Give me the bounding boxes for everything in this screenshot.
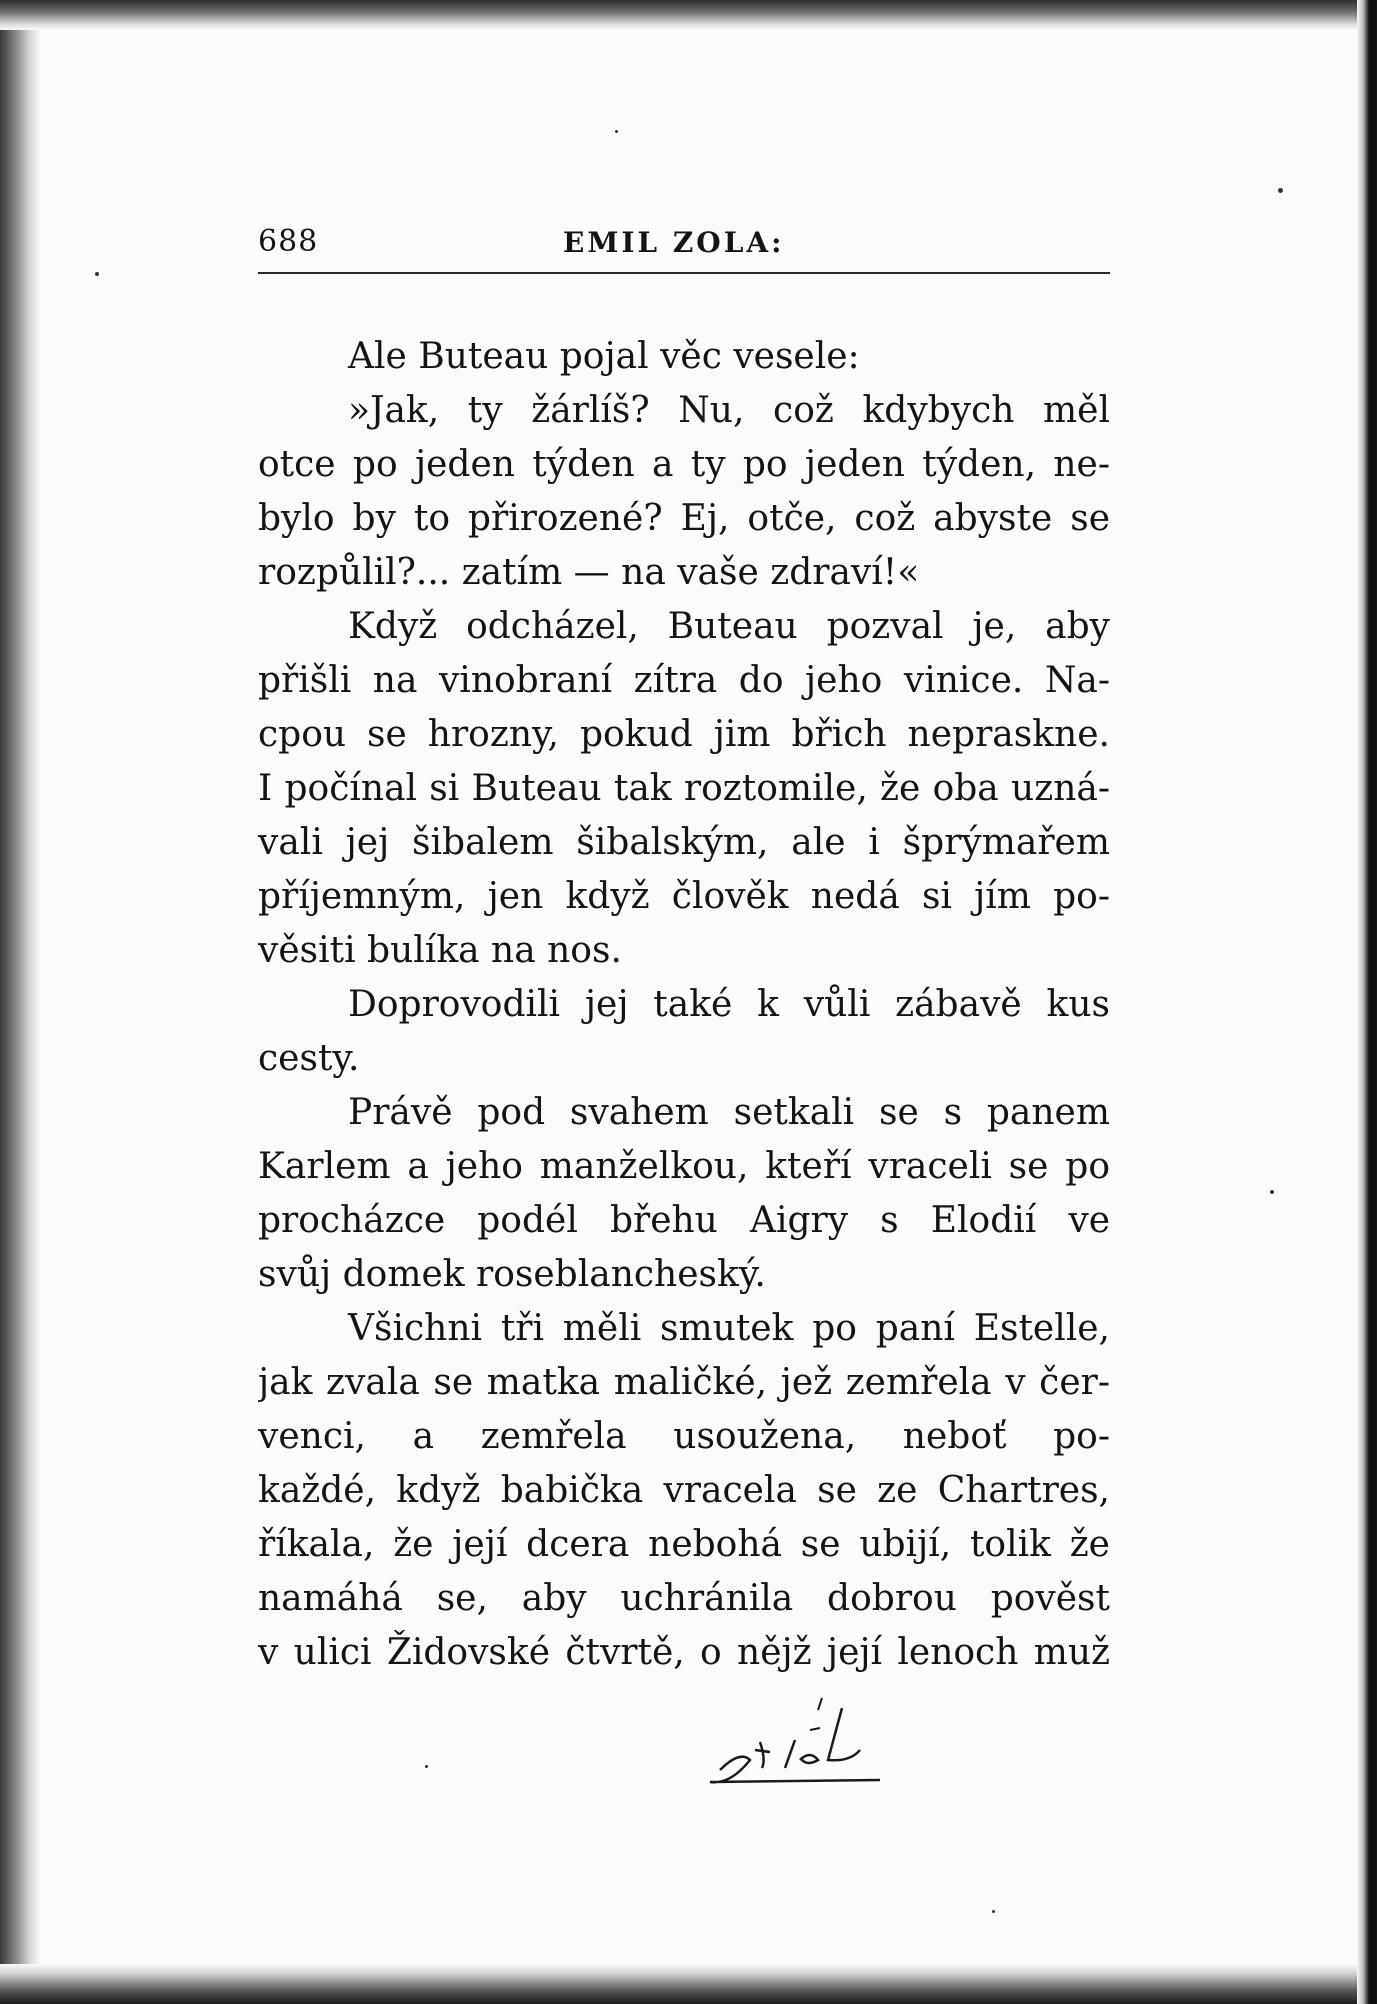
paragraph [258, 1302, 1110, 1680]
text-line: Všichni tři měli smutek po paní Estelle, [348, 1308, 1110, 1349]
header-rule [258, 272, 1110, 274]
scan-speck [992, 1910, 995, 1913]
paragraph [258, 600, 1110, 978]
text-line: Ale Buteau pojal věc vesele: [348, 336, 860, 377]
scan-border-left [0, 0, 40, 2004]
text-line: bylo by to přirozené? Ej, otče, což abyste se [258, 498, 1110, 539]
text-line: vali jej šibalem šibalským, ale i šprýmařem [258, 822, 1110, 863]
paragraph [258, 978, 1110, 1086]
scan-border-bottom [0, 1964, 1377, 2004]
body-text [258, 330, 1110, 1680]
text-line: otce po jeden týden a ty po jeden týden, ne- [258, 444, 1110, 485]
handwritten-catchword [700, 1690, 950, 1800]
running-head-title: EMIL ZOLA: [563, 226, 785, 259]
text-line: svůj domek roseblancheský. [258, 1254, 766, 1295]
text-line: věsiti bulíka na nos. [258, 930, 622, 971]
text-line: I počínal si Buteau tak roztomile, že oba uzná- [258, 768, 1110, 809]
text-line: jak zvala se matka maličké, jež zemřela v čer- [258, 1362, 1110, 1403]
scan-border-right [1357, 0, 1377, 2004]
text-line: říkala, že její dcera nebohá se ubijí, tolik že [258, 1524, 1110, 1565]
text-line: Právě pod svahem setkali se s panem [348, 1092, 1110, 1133]
text-line: přišli na vinobraní zítra do jeho vinice. Na- [258, 660, 1110, 701]
text-line: rozpůlil?... zatím — na vaše zdraví!« [258, 552, 920, 593]
page-number: 688 [258, 224, 319, 259]
text-line: v ulici Židovské čtvrtě, o nějž její lenoch muž [258, 1632, 1110, 1673]
running-head [258, 220, 1110, 260]
text-line: každé, když babička vracela se ze Chartres, [258, 1470, 1110, 1511]
scan-speck [1270, 1190, 1274, 1194]
text-line: venci, a zemřela usoužena, neboť po- [258, 1416, 1110, 1457]
paragraph [258, 330, 1110, 384]
text-line: cesty. [258, 1038, 360, 1079]
text-line: příjemným, jen když člověk nedá si jím po- [258, 876, 1110, 917]
text-line: namáhá se, aby uchránila dobrou pověst [258, 1578, 1110, 1619]
text-line: »Jak, ty žárlíš? Nu, což kdybych měl [348, 390, 1110, 431]
text-line: procházce podél břehu Aigry s Elodií ve [258, 1200, 1110, 1241]
scan-speck [615, 130, 618, 133]
text-line: Doprovodili jej také k vůli zábavě kus [348, 984, 1110, 1025]
text-line: cpou se hrozny, pokud jim břich nepraskne. [258, 714, 1110, 755]
text-line: Když odcházel, Buteau pozval je, aby [348, 606, 1110, 647]
paragraph [258, 1086, 1110, 1302]
scan-speck [95, 272, 99, 276]
text-line: Karlem a jeho manželkou, kteří vraceli se po [258, 1146, 1110, 1187]
paragraph [258, 384, 1110, 600]
scan-speck [1278, 188, 1283, 193]
scan-border-top [0, 0, 1377, 30]
scan-speck [425, 1765, 428, 1768]
